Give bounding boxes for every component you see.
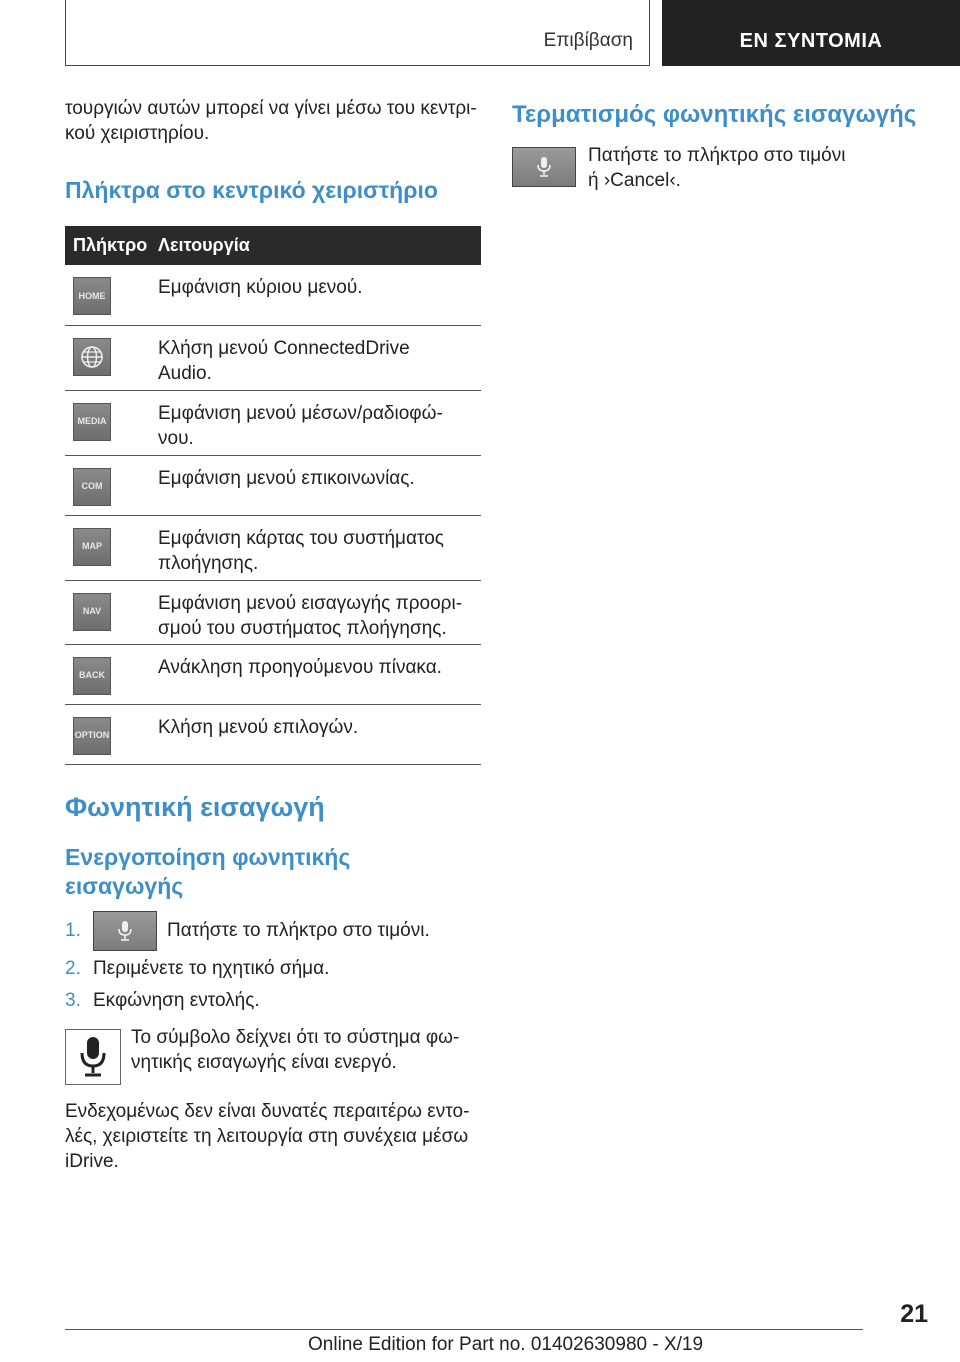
end-voice-text: Πατήστε το πλήκτρο στο τιμόνι ή ›Cancel‹.	[588, 145, 846, 191]
table-cell-text: Κλήση μενού επιλογών.	[158, 704, 481, 764]
table-header-row	[65, 226, 481, 265]
list-item	[65, 911, 481, 951]
symbol-note-text: Το σύμβολο δείχνει ότι το σύστημα φω-νητικής εισαγωγής είναι ενεργό.	[131, 1026, 460, 1073]
table-header-key: Πλήκτρο	[65, 226, 158, 265]
controller-keys-table	[65, 226, 481, 765]
step-number: 2.	[65, 957, 81, 979]
table-cell-text: Εμφάνιση μενού επικοινωνίας.	[158, 455, 481, 515]
left-column	[65, 96, 481, 1174]
globe-key-icon	[73, 338, 111, 376]
microphone-key-icon	[93, 911, 157, 951]
footer-divider	[65, 1329, 863, 1330]
step-number: 1.	[65, 919, 81, 941]
map-key-icon: MAP	[73, 528, 111, 566]
media-key-icon: MEDIA	[73, 403, 111, 441]
nav-key-icon: NAV	[73, 593, 111, 631]
microphone-key-icon	[512, 147, 576, 187]
table-row	[65, 390, 481, 455]
right-column	[512, 100, 932, 193]
list-item	[65, 985, 481, 1017]
intro-text: τουργιών αυτών μπορεί να γίνει μέσω του κεντρι-κού χειριστηρίου.	[65, 98, 477, 144]
table-row	[65, 455, 481, 515]
end-voice-instruction	[512, 147, 932, 193]
chapter-tab-label: ΕΝ ΣΥΝΤΟΜΙΑ	[739, 30, 883, 52]
page-number: 21	[900, 1300, 928, 1328]
table-header-function: Λειτουργία	[158, 226, 481, 265]
steps-list	[65, 911, 481, 1017]
section-tab[interactable]	[65, 0, 650, 66]
table-cell-text: Εμφάνιση κάρτας του συστήματος πλοήγησης.	[158, 515, 481, 580]
table-cell-text: Εμφάνιση μενού εισαγωγής προορι-σμού του συστήματος πλοήγησης.	[158, 580, 481, 644]
table-cell-text: Ανάκληση προηγούμενου πίνακα.	[158, 644, 481, 704]
back-key-icon: BACK	[73, 657, 111, 695]
table-row	[65, 325, 481, 390]
com-key-icon: COM	[73, 468, 111, 506]
closing-text: Ενδεχομένως δεν είναι δυνατές περαιτέρω εντο-λές, χειριστείτε τη λειτουργία στη συνέχεια μέσω iDrive.	[65, 1100, 470, 1172]
table-row	[65, 644, 481, 704]
section-tab-label: Επιβίβαση	[543, 30, 633, 51]
table-row	[65, 704, 481, 764]
step-text: Εκφώνηση εντολής.	[93, 989, 260, 1011]
table-cell-text: Εμφάνιση μενού μέσων/ραδιοφώ-νου.	[158, 390, 481, 455]
option-key-icon: OPTION	[73, 717, 111, 755]
home-key-icon: HOME	[73, 277, 111, 315]
table-cell-text: Εμφάνιση κύριου μενού.	[158, 265, 481, 325]
chapter-tab[interactable]	[662, 0, 960, 66]
voice-input-heading: Φωνητική εισαγωγή	[65, 791, 325, 822]
step-text: Πατήστε το πλήκτρο στο τιμόνι.	[167, 919, 430, 941]
table-row	[65, 515, 481, 580]
table-row	[65, 580, 481, 644]
list-item	[65, 953, 481, 985]
controller-heading: Πλήκτρα στο κεντρικό χειριστήριο	[65, 177, 438, 203]
activate-voice-heading: Ενεργοποίηση φωνητικής εισαγωγής	[65, 843, 351, 899]
step-number: 3.	[65, 989, 81, 1011]
microphone-symbol-icon	[65, 1029, 121, 1085]
table-row	[65, 265, 481, 325]
end-voice-heading: Τερματισμός φωνητικής εισαγωγής	[512, 101, 917, 128]
table-cell-text: Κλήση μενού ConnectedDrive Audio.	[158, 325, 481, 390]
symbol-note	[65, 1026, 481, 1085]
step-text: Περιμένετε το ηχητικό σήμα.	[93, 957, 330, 979]
edition-text: Online Edition for Part no. 01402630980 - X/19	[308, 1334, 704, 1355]
